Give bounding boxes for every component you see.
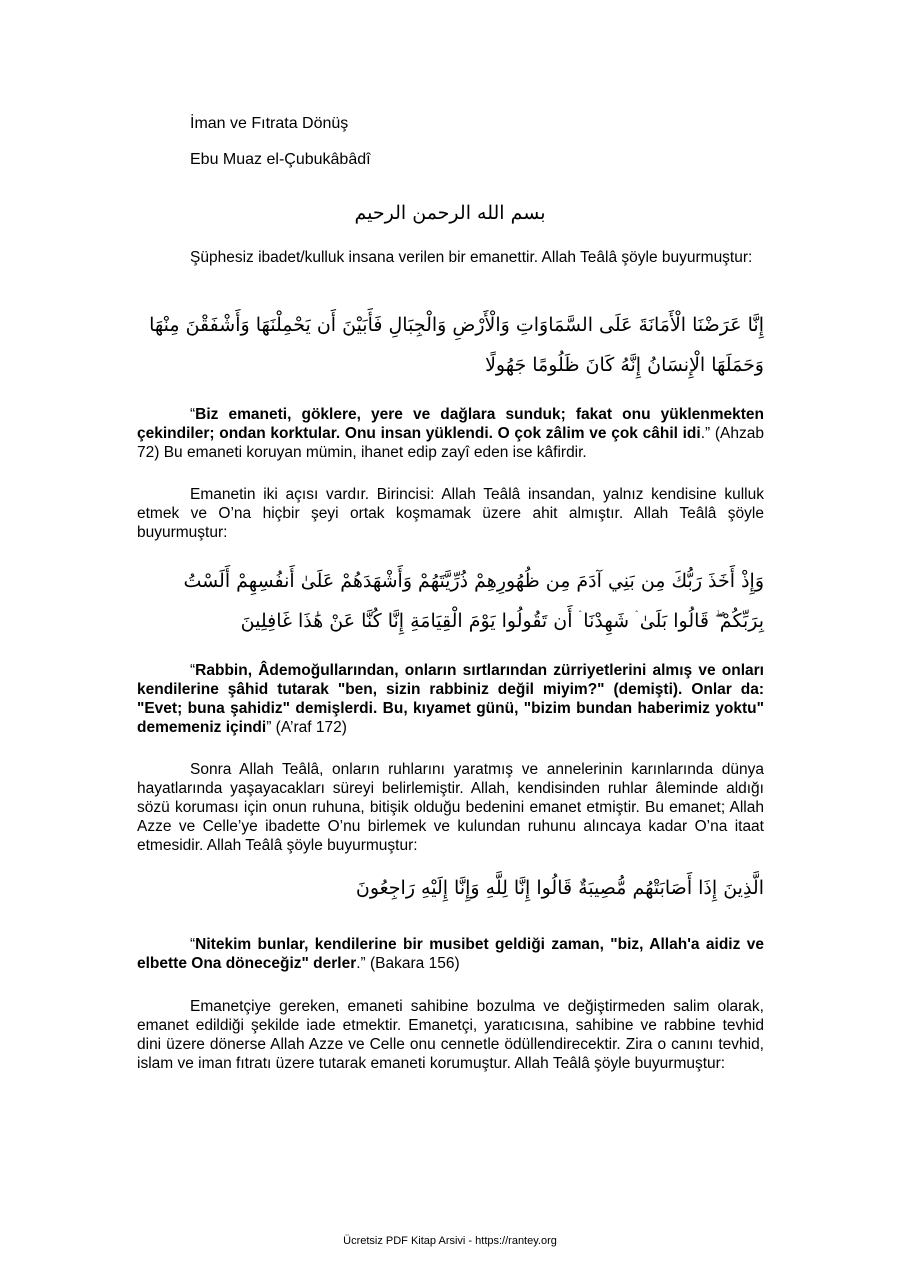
paragraph-intro-3: Sonra Allah Teâlâ, onların ruhlarını yaratmış ve annelerinin karınlarında dünya hayatlarında yaşayacakları süreyi belirlemiştir. Allah, kendisinden ruhlar âleminde aldığı sözü koruması için onun ruhuna, bitişik olduğu bedenini emanet etmiştir. Bu emanet; Allah Azze ve Celle’ye ibadette O’nu birlemek ve kulundan ruhunu alıncaya kadar O’na itaat etmesidir. Allah Teâlâ şöyle buyurmuştur: [137,761,764,854]
basmala: بسم الله الرحمن الرحيم [354,202,546,224]
quote-reference: .” (Bakara 156) [356,955,460,972]
quote-reference: .” (Ahzab 72) Bu emaneti koruyan mümin, ihanet edip zayî eden ise kâfirdir. [137,425,764,461]
quote-bold-text: Nitekim bunlar, kendilerine bir musibet geldiği zaman, "biz, Allah'a aidiz ve elbette Ona döneceğiz" derler [137,936,764,972]
arabic-verse-1: إِنَّا عَرَضْنَا الْأَمَانَةَ عَلَى السَّمَاوَاتِ وَالْأَرْضِ وَالْجِبَالِ فَأَبَيْنَ أَن يَحْمِلْنَهَا وَأَشْفَقْنَ مِنْهَا وَحَمَلَهَا الْإِنسَانُ إِنَّهُ كَانَ ظَلُومًا جَهُولًا [149,314,764,376]
paragraph-quote-2 [137,661,764,737]
quote-open-mark: “ [190,936,196,953]
paragraph-quote-1 [137,405,764,462]
paragraph-closing: Emanetçiye gereken, emaneti sahibine bozulma ve değiştirmeden salim olarak, emanet edildiği şekilde iade etmektir. Emanetçi, yaratıcısına, sahibine ve rabbine tevhid dini üzere dönerse Allah Azze ve Celle onu cennetle ödüllendirecektir. Zira o canını tevhid, islam ve iman fıtratı üzere tutarak emaneti korumuştur. Allah Teâlâ şöyle buyurmuştur: [137,998,764,1072]
paragraph-intro-1: Şüphesiz ibadet/kulluk insana verilen bir emanettir. Allah Teâlâ şöyle buyurmuştur: [190,249,753,266]
page-footer: Ücretsiz PDF Kitap Arsivi - https://rantey.org [343,1235,557,1247]
paragraph-intro-2: Emanetin iki açısı vardır. Birincisi: Allah Teâlâ insandan, yalnız kendisine kulluk etmek ve O’na hiçbir şeyi ortak koşmamak üzere ahit almıştır. Allah Teâlâ şöyle buyurmuştur: [137,486,764,541]
arabic-verse-2: وَإِذْ أَخَذَ رَبُّكَ مِن بَنِي آدَمَ مِن ظُهُورِهِمْ ذُرِّيَّتَهُمْ وَأَشْهَدَهُمْ عَلَىٰ أَنفُسِهِمْ أَلَسْتُ بِرَبِّكُمْ ۖ قَالُوا بَلَىٰ ۛ شَهِدْنَا ۛ أَن تَقُولُوا يَوْمَ الْقِيَامَةِ إِنَّا كُنَّا عَنْ هَٰذَا غَافِلِينَ [183,570,764,632]
paragraph-quote-3 [137,935,764,973]
quote-reference: ” (A’raf 172) [266,719,347,736]
quote-open-mark: “ [190,662,196,679]
quote-open-mark: “ [190,406,196,423]
document-author: Ebu Muaz el-Çubukâbâdî [190,151,371,168]
document-title: İman ve Fıtrata Dönüş [190,115,349,132]
quote-bold-text: Rabbin, Âdemoğullarından, onların sırtlarından zürriyetlerini almış ve onları kendilerine şâhid tutarak "ben, sizin rabbiniz değil miyim?" (demişti). Onlar da: "Evet; buna şahidiz" demişlerdi. Bu, kıyamet günü, "bizim bundan haberimiz yoktu" dememeniz içindi [137,662,764,736]
quote-bold-text: Biz emaneti, göklere, yere ve dağlara sunduk; fakat onu yüklenmekten çekindiler; ondan korktular. Onu insan yüklendi. O çok zâlim ve çok câhil idi [137,406,764,442]
arabic-verse-3: الَّذِينَ إِذَا أَصَابَتْهُم مُّصِيبَةٌ قَالُوا إِنَّا لِلَّهِ وَإِنَّا إِلَيْهِ رَاجِعُونَ [355,877,764,899]
